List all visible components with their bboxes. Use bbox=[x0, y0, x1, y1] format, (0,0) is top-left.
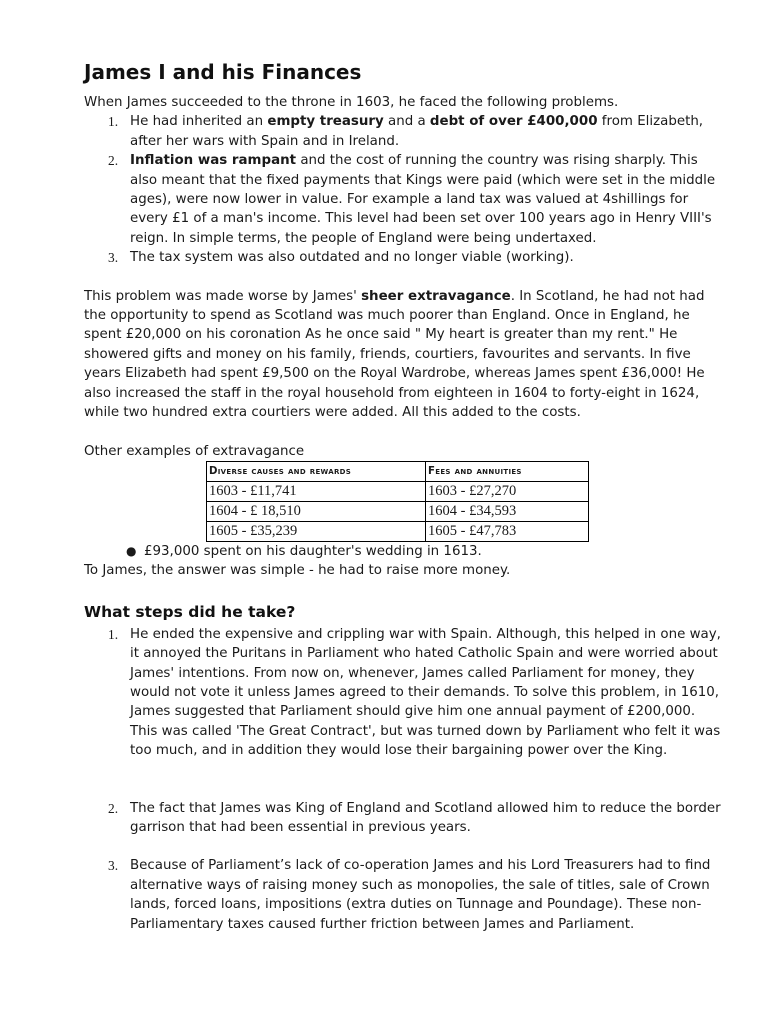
emphasis-text: Inflation was rampant bbox=[130, 153, 297, 169]
table-cell: 1604 - £ 18,510 bbox=[207, 501, 426, 521]
list-number: 2. bbox=[108, 153, 119, 169]
document-content bbox=[84, 58, 724, 934]
table-cell: 1605 - £35,239 bbox=[207, 521, 426, 541]
list-number: 2. bbox=[108, 800, 119, 816]
problem-item-1: 1. He had inherited an empty treasury and a debt of over £400,000 from Elizabeth, after her wars with Spain and in Ireland. bbox=[108, 114, 704, 149]
conclusion-paragraph: To James, the answer was simple - he had to raise more money. bbox=[84, 563, 511, 579]
section-heading: What steps did he take? bbox=[84, 602, 296, 621]
step-item-1: 1. He ended the expensive and crippling war with Spain. Although, this helped in one way, it annoyed the Puritans in Parliament who hated Catholic Spain and were worried about James' intentions. From now on, whenever, James called Parliament for money, they would not vote it unless James agreed to their demands. To solve this problem, in 1610, James suggested that Parliament should give him one annual payment of £200,000. This was called 'The Great Contract', but was turned down by Parliament who felt it was too much, and in addition they would lose their bargaining power over the King. bbox=[108, 626, 721, 759]
step-item-3: 3. Because of Parliament’s lack of co-operation James and his Lord Treasurers had to find alternative ways of raising money such as monopolies, the sale of titles, sale of Crown lands, forced loans, impositions (extra duties on Tunnage and Poundage). These non-Parliamentary taxes caused further friction between James and Parliament. bbox=[108, 858, 711, 932]
list-number: 3. bbox=[108, 250, 119, 266]
page-title: James I and his Finances bbox=[84, 60, 362, 84]
list-item: ● £93,000 spent on his daughter's wedding in 1613. bbox=[84, 542, 724, 561]
step-item-2: 2. The fact that James was King of England and Scotland allowed him to reduce the border garrison that had been essential in previous years. bbox=[108, 800, 721, 835]
list-number: 1. bbox=[108, 626, 119, 642]
emphasis-text: sheer extravagance bbox=[361, 288, 511, 304]
table-header: Diverse causes and rewards bbox=[207, 461, 426, 481]
problem-item-2: 2. Inflation was rampant and the cost of running the country was rising sharply. This also meant that the fixed payments that Kings were paid (which were set in the middle ages), were now lower in value. For example a land tax was valued at 4shillings for every £1 of a man's income. This level had been set over 100 years ago in Henry VIII's reign. In simple terms, the people of England were being undertaxed. bbox=[108, 153, 716, 246]
table-row bbox=[207, 481, 589, 501]
table-cell: 1605 - £47,783 bbox=[426, 521, 589, 541]
problems-list bbox=[84, 112, 724, 267]
table-cell: 1604 - £34,593 bbox=[426, 501, 589, 521]
extravagance-paragraph: This problem was made worse by James' sheer extravagance. In Scotland, he had not had the opportunity to spend as Scotland was much poorer than England. Once in England, he spent £20,000 on his coronation As he once said " My heart is greater than my rent." He showered gifts and money on his family, friends, courtiers, favourites and servants. In five years Elizabeth had spent £9,500 on the Royal Wardrobe, whereas James spent £36,000! He also increased the staff in the royal household from eighteen in 1604 to forty-eight in 1624, while two hundred extra courtiers were added. All this added to the costs. bbox=[84, 288, 705, 421]
extravagance-bullets bbox=[84, 542, 724, 561]
examples-caption: Other examples of extravagance bbox=[84, 443, 305, 459]
table-row bbox=[207, 521, 589, 541]
intro-paragraph: When James succeeded to the throne in 1603, he faced the following problems. bbox=[84, 95, 619, 110]
steps-list bbox=[84, 625, 724, 934]
emphasis-text: debt of over £400,000 bbox=[429, 114, 598, 130]
table-header-row bbox=[207, 461, 589, 481]
emphasis-text: empty treasury bbox=[267, 114, 384, 130]
table-cell: 1603 - £27,270 bbox=[426, 481, 589, 501]
list-number: 3. bbox=[108, 858, 119, 874]
bullet-icon: ● bbox=[126, 543, 137, 558]
table-row bbox=[207, 501, 589, 521]
list-number: 1. bbox=[108, 114, 119, 130]
table-header: Fees and annuities bbox=[426, 461, 589, 481]
problem-item-3: 3. The tax system was also outdated and no longer viable (working). bbox=[84, 248, 724, 267]
table-cell: 1603 - £11,741 bbox=[207, 481, 426, 501]
extravagance-table bbox=[206, 461, 589, 542]
